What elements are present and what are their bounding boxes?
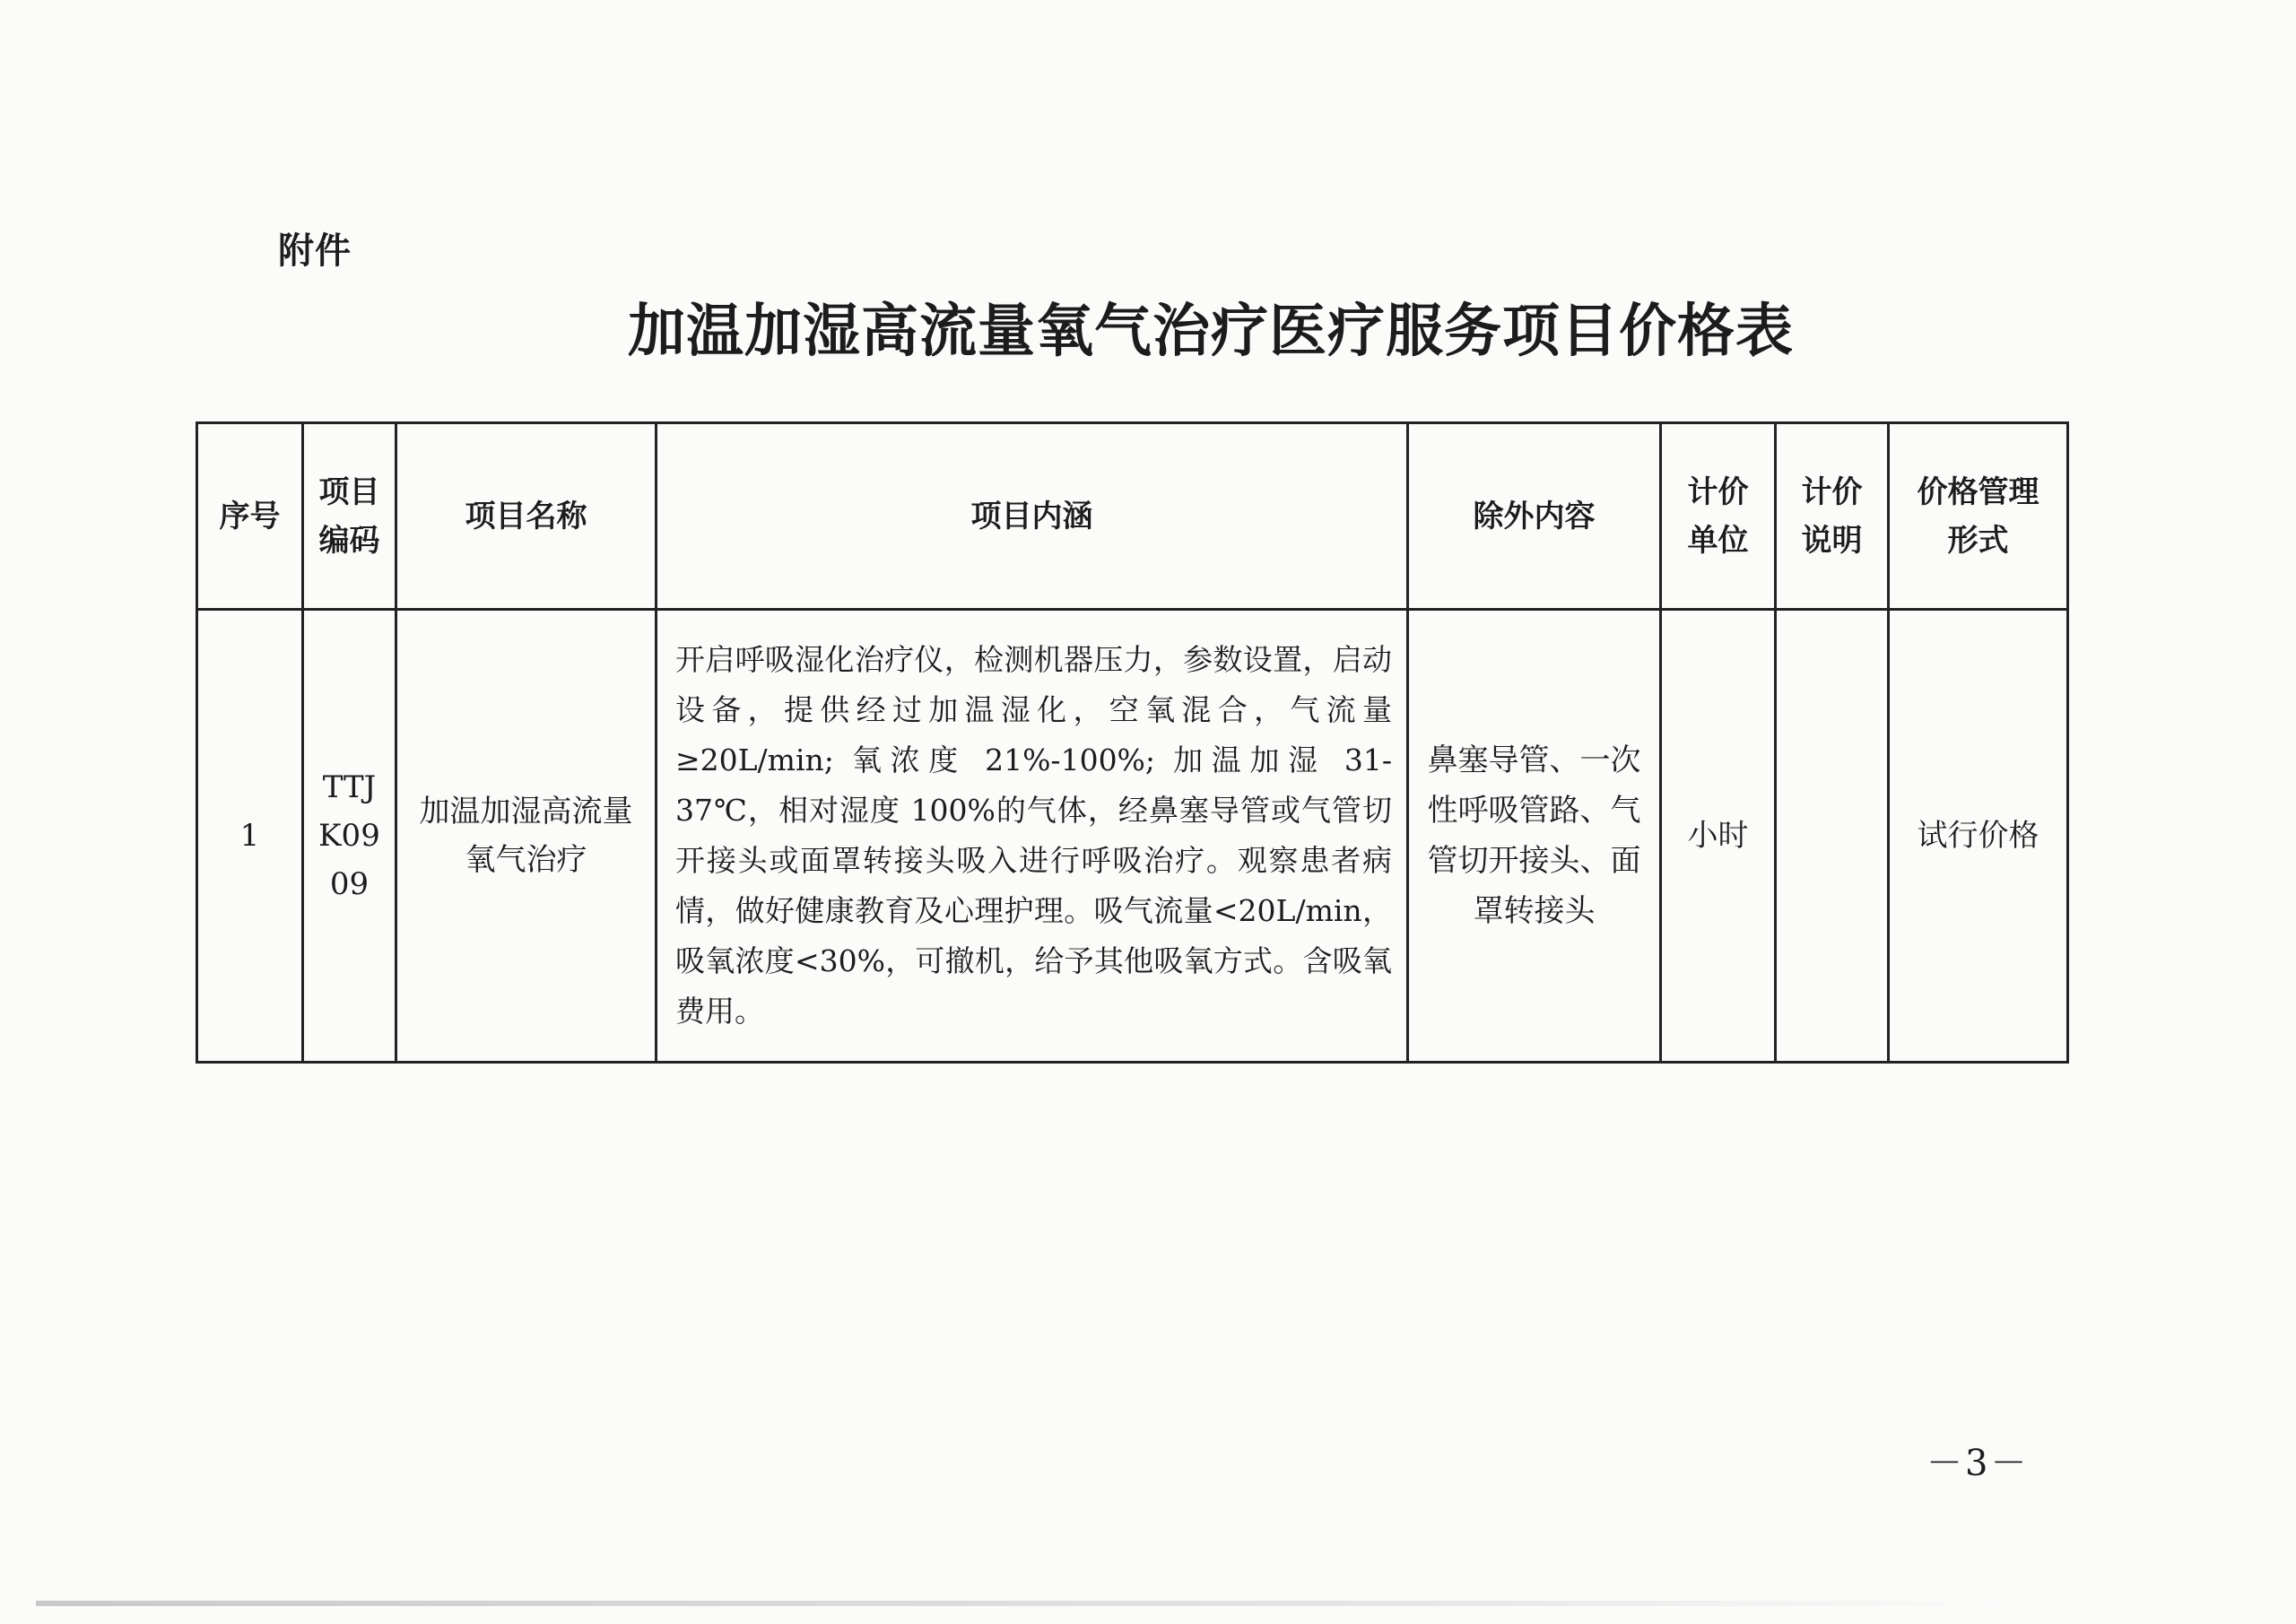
cell-code: TTJK0909 xyxy=(303,610,396,1063)
price-table xyxy=(196,421,2069,1064)
header-unit: 计价单位 xyxy=(1661,423,1776,610)
header-seq: 序号 xyxy=(197,423,303,610)
attachment-label: 附件 xyxy=(278,230,352,272)
cell-mgmt: 试行价格 xyxy=(1889,610,2068,1063)
header-excluded: 除外内容 xyxy=(1408,423,1661,610)
scan-edge-divider xyxy=(36,1601,2009,1606)
table-row xyxy=(197,610,2068,1063)
cell-seq: 1 xyxy=(197,610,303,1063)
header-mgmt: 价格管理形式 xyxy=(1889,423,2068,610)
cell-name: 加温加湿高流量氧气治疗 xyxy=(396,610,657,1063)
header-code: 项目编码 xyxy=(303,423,396,610)
header-name: 项目名称 xyxy=(396,423,657,610)
cell-note xyxy=(1776,610,1889,1063)
cell-excluded: 鼻塞导管、一次性呼吸管路、气管切开接头、面罩转接头 xyxy=(1408,610,1661,1063)
table-header-row xyxy=(197,423,2068,610)
page-number: －3－ xyxy=(1926,1443,2030,1484)
header-note: 计价说明 xyxy=(1776,423,1889,610)
header-content: 项目内涵 xyxy=(657,423,1408,610)
cell-content: 开启呼吸湿化治疗仪，检测机器压力，参数设置，启动设备，提供经过加温湿化，空氧混合，气流量≥20L/min; 氧浓度 21%-100%; 加温加湿 31-37℃，相对湿度 100%的气体，经鼻塞导管或气管切开接头或面罩转接头吸入进行呼吸治疗。观察患者病情，做好健康教育及心理护理。吸气流量<20L/min，吸氧浓度<30%，可撤机，给予其他吸氧方式。含吸氧费用。 xyxy=(657,610,1408,1063)
page-title: 加温加湿高流量氧气治疗医疗服务项目价格表 xyxy=(628,298,1794,365)
cell-unit: 小时 xyxy=(1661,610,1776,1063)
